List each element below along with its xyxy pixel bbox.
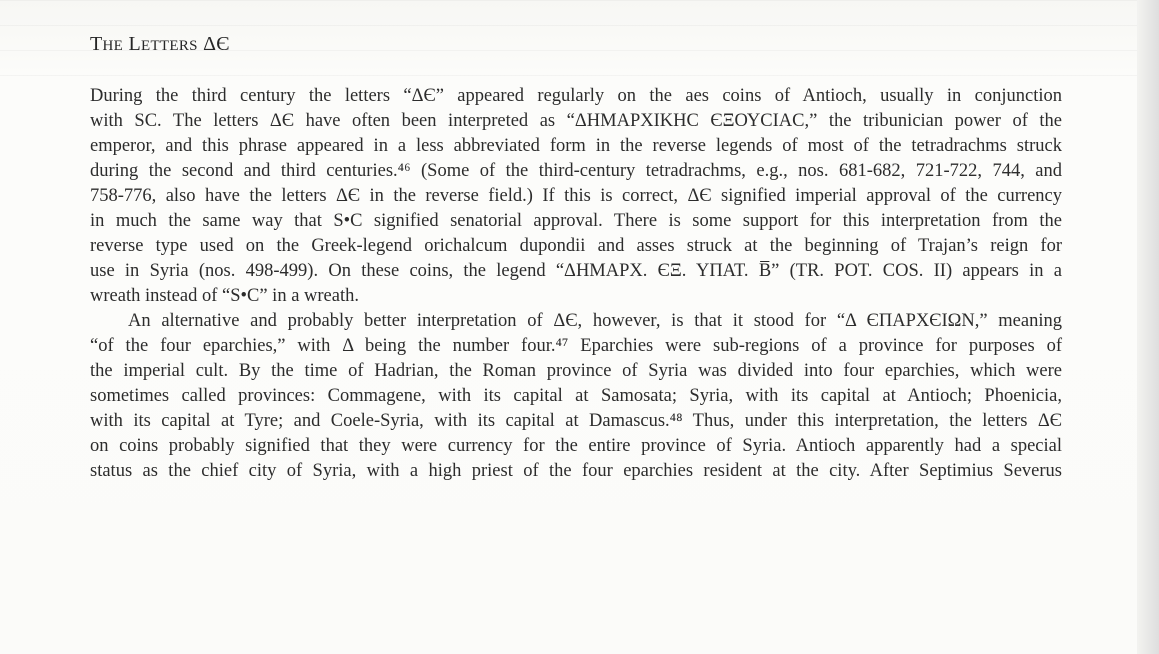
- text-line: on coins probably signified that they were currency for the entire province of Syria. Antioch apparently had a special: [90, 436, 1062, 456]
- text-line: during the second and third centuries.⁴⁶ (Some of the third-century tetradrachms, e.g., nos. 681-682, 721-722, 744, and: [90, 161, 1062, 181]
- body-text: [90, 84, 1062, 484]
- text-line: During the third century the letters “ΔЄ” appeared regularly on the aes coins of Antioch, usually in conjunction: [90, 86, 1062, 106]
- text-line: “of the four eparchies,” with Δ being the number four.⁴⁷ Eparchies were sub-regions of a province for purposes of: [90, 336, 1062, 356]
- text-line: reverse type used on the Greek-legend orichalcum dupondii and asses struck at the beginning of Trajan’s reign for: [90, 236, 1062, 256]
- page-edge-shadow: [1137, 0, 1159, 654]
- text-line: 758-776, also have the letters ΔЄ in the reverse field.) If this is correct, ΔЄ signified imperial approval of the currency: [90, 186, 1062, 206]
- heading-small-caps-he: HE: [102, 38, 124, 54]
- text-line: An alternative and probably better interpretation of ΔЄ, however, is that it stood for “Δ ЄΠΑΡΧЄΙΩΝ,” meaning: [128, 311, 1062, 331]
- text-line: with SC. The letters ΔЄ have often been interpreted as “ΔΗΜΑΡΧΙΚΗC ЄΞΟΥCΙΑC,” the tribunician power of the: [90, 111, 1062, 131]
- heading-symbol: ΔЄ: [203, 33, 230, 55]
- text-line: the imperial cult. By the time of Hadrian, the Roman province of Syria was divided into four eparchies, which were: [90, 361, 1062, 381]
- section-heading: [90, 33, 230, 56]
- heading-initial-l: L: [128, 33, 141, 55]
- paragraph-1: [90, 84, 1062, 309]
- text-line: sometimes called provinces: Commagene, with its capital at Samosata; Syria, with its capital at Antioch; Phoenicia,: [90, 386, 1062, 406]
- heading-initial-t: T: [90, 33, 103, 55]
- text-line: status as the chief city of Syria, with a high priest of the four eparchies resident at the city. After Septimius Severus: [90, 461, 1062, 481]
- text-line: wreath instead of “S•C” in a wreath.: [90, 286, 359, 306]
- text-line: emperor, and this phrase appeared in a less abbreviated form in the reverse legends of most of the tetradrachms struck: [90, 136, 1062, 156]
- heading-small-caps-etters: ETTERS: [140, 38, 198, 54]
- text-line: in much the same way that S•C signified senatorial approval. There is some support for this interpretation from the: [90, 211, 1062, 231]
- paragraph-2: [90, 309, 1062, 484]
- text-line: with its capital at Tyre; and Coele-Syria, with its capital at Damascus.⁴⁸ Thus, under this interpretation, the letters ΔЄ: [90, 411, 1062, 431]
- text-line: use in Syria (nos. 498-499). On these coins, the legend “ΔΗΜΑΡΧ. ЄΞ. ΥΠΑΤ. B̅” (TR. POT. COS. II) appears in a: [90, 261, 1062, 281]
